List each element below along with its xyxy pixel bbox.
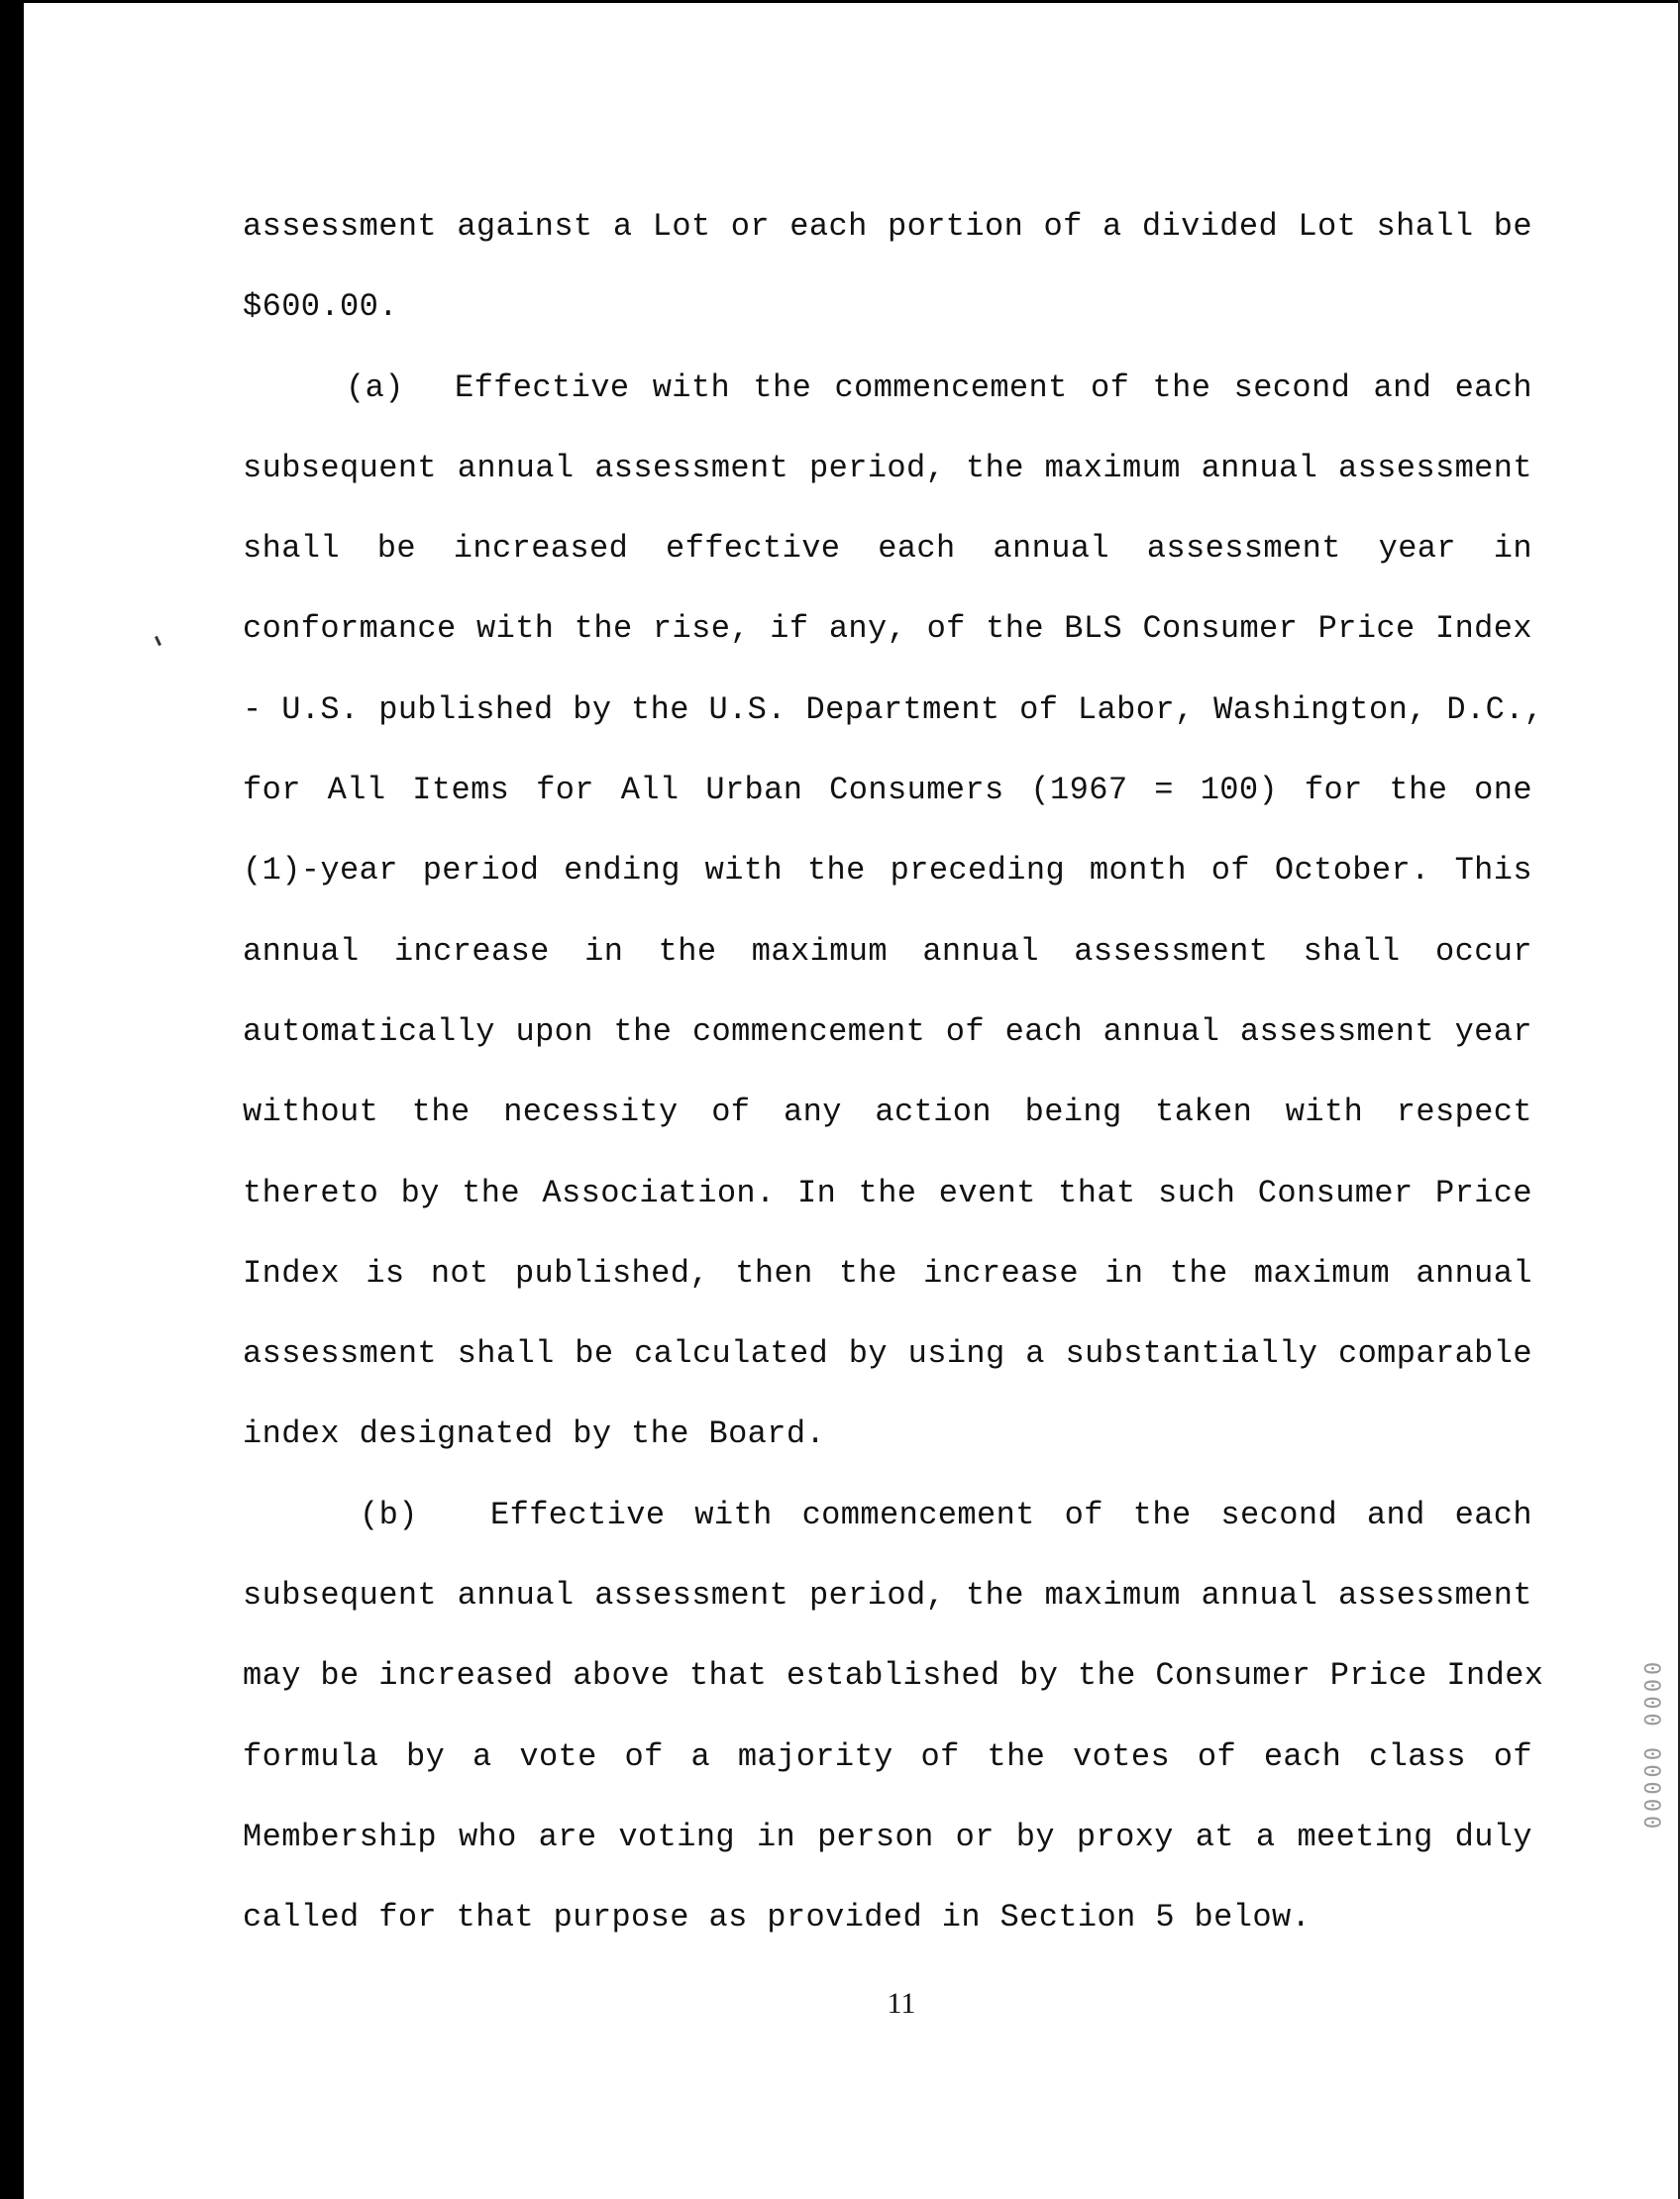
stray-scan-mark [155,636,161,646]
text-line [243,772,1530,852]
text-line-content: Effective with commencement of the second and each [490,1496,1532,1533]
text-line-content: automatically upon the commencement of each annual assessment year [243,1012,1532,1050]
text-line [243,690,1544,772]
text-line-content: may be increased above that established by the Consumer Price Index [243,1657,1544,1695]
text-line-content: shall be increased effective each annual assessment year in [243,530,1532,568]
text-line-content: thereto by the Association. In the event that such Consumer Price [243,1174,1532,1211]
document-body [243,208,1544,1980]
scan-border-top [0,0,1680,3]
text-line [243,208,1530,288]
text-line-content: for All Items for All Urban Consumers (1967 = 100) for the one [243,772,1532,809]
text-line-content: subsequent annual assessment period, the maximum annual assessment [243,449,1532,486]
paragraph-a-first-line [243,369,1530,450]
paragraph-marker-a: (a) [346,368,404,406]
bates-number: 00000 0000 [1641,1657,1667,1830]
text-line-content: subsequent annual assessment period, the maximum annual assessment [243,1577,1532,1615]
text-line [243,610,1530,690]
paragraph-marker-b: (b) [360,1496,418,1533]
text-line-content: - U.S. published by the U.S. Department of Labor, Washington, D.C., [243,690,1544,728]
paragraph-b-first-line [243,1497,1530,1577]
text-line-content: Index is not published, then the increase in the maximum annual [243,1254,1532,1292]
text-line [243,1657,1544,1737]
text-line-content: $600.00. [243,288,398,326]
paragraph-a-first-line-wrap [346,369,1532,407]
text-line [243,1255,1530,1335]
text-line [243,1738,1530,1819]
text-line [243,1013,1530,1094]
text-line [243,1819,1530,1899]
text-line [243,530,1530,610]
text-line-content: Membership who are voting in person or by proxy at a meeting duly [243,1818,1532,1855]
text-line-content: index designated by the Board. [243,1415,826,1453]
text-line [243,933,1530,1013]
text-line-content: called for that purpose as provided in Section 5 below. [243,1899,1312,1937]
text-line-content: assessment shall be calculated by using a substantially comparable [243,1335,1532,1373]
text-line-content: (1)-year period ending with the preceding month of October. This [243,852,1532,890]
text-line-content: annual increase in the maximum annual assessment shall occur [243,932,1532,970]
scan-border-left [0,0,24,2199]
text-line [243,1175,1530,1255]
page-number: 11 [887,1987,916,2020]
bates-stamp [1639,1560,1669,1927]
text-line [243,1335,1530,1415]
text-line [243,288,1530,368]
text-line [243,450,1530,530]
text-line-content: Effective with the commencement of the second and each [455,368,1532,406]
text-line-content: conformance with the rise, if any, of the BLS Consumer Price Index [243,610,1532,648]
text-line-content: formula by a vote of a majority of the votes of each class of [243,1737,1532,1775]
paragraph-b-first-line-wrap [360,1497,1532,1534]
text-line [243,1415,1530,1496]
text-line-content: without the necessity of any action being taken with respect [243,1094,1532,1131]
text-line [243,1899,1530,1979]
text-line [243,1577,1530,1657]
text-line-content: assessment against a Lot or each portion of a divided Lot shall be [243,208,1532,245]
text-line [243,1094,1530,1174]
text-line [243,852,1530,932]
